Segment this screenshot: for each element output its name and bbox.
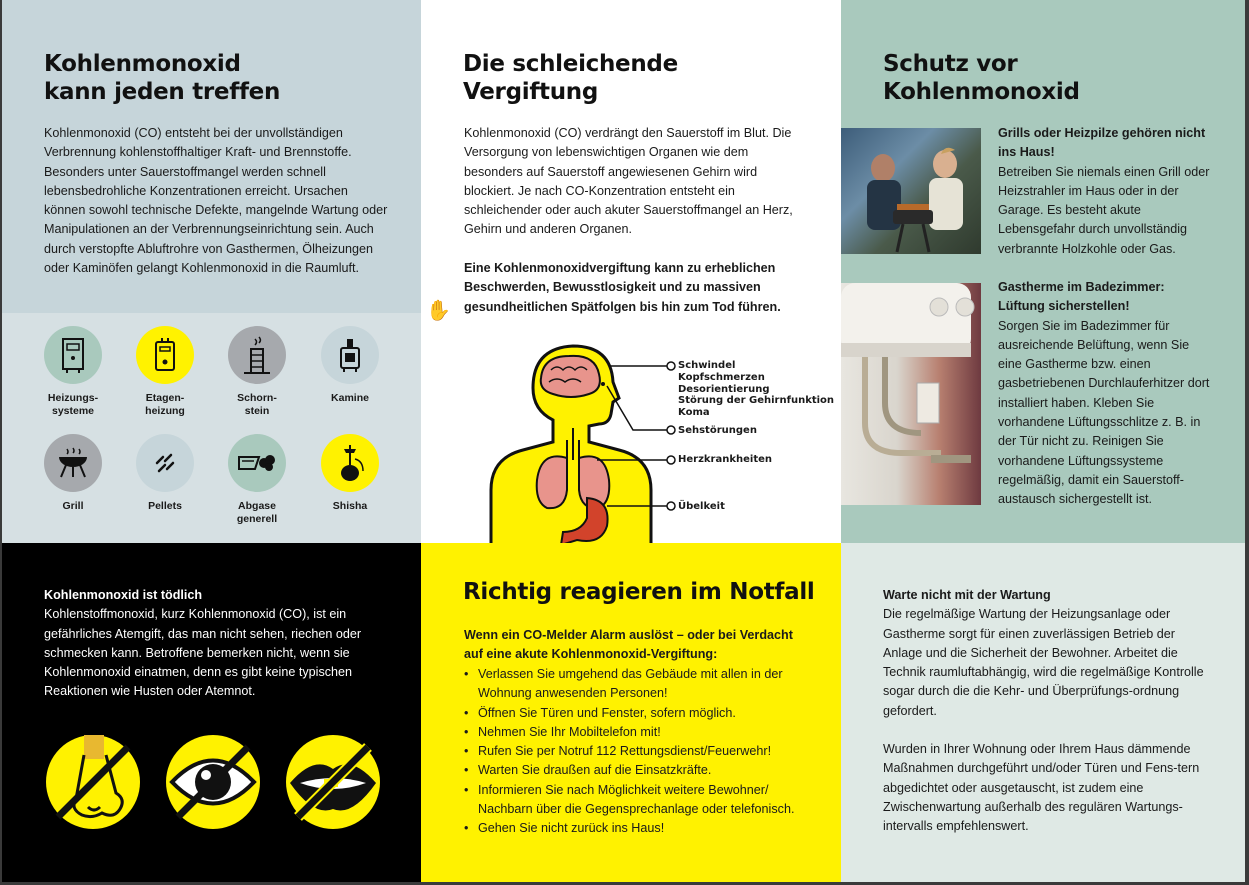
title-line: Vergiftung — [463, 79, 599, 105]
panel-maintenance — [841, 543, 1245, 882]
deadly-title: Kohlenmonoxid ist tödlich — [44, 588, 203, 602]
source-label: Pellets — [148, 500, 182, 512]
maintenance-body-1: Die regelmäßige Wartung der Heizungsanlage oder Gastherme sorgt für einen zuverlässigen Betrieb der Anlage und die Sicherheit der Bewohner. Arbeitet die Technik raumluftabhängig, wird die regelmäßige Kontrolle sogar durch die die Kehr- und Überprüfungs-ordnung gefordert. — [883, 607, 1204, 718]
protection-item2 — [998, 278, 1213, 510]
grill-icon — [44, 434, 102, 492]
protection-item2-title: Gastherme im Badezimmer: Lüftung sicherstellen! — [998, 280, 1165, 314]
source-label: Heizungs- systeme — [47, 392, 99, 417]
source-exhaust — [211, 434, 303, 526]
shisha-icon — [321, 434, 379, 492]
protection-item1 — [998, 124, 1213, 259]
symptom-stomach: Übelkeit — [678, 501, 725, 512]
title-line: Die schleichende — [463, 51, 678, 77]
source-label: Etagen- heizung — [145, 392, 185, 417]
symptom-heart: Herzkrankheiten — [678, 454, 773, 465]
source-label: Abgase generell — [236, 500, 278, 525]
photo-gas-boiler — [841, 283, 981, 505]
emergency-step: • Warten Sie draußen auf die Einsatzkräfte. — [464, 761, 809, 780]
title-line: Kohlenmonoxid — [44, 51, 241, 77]
symptom-text: Desorientierung — [678, 383, 770, 395]
panel-co-everyone — [2, 0, 421, 313]
emergency-step: • Nehmen Sie Ihr Mobiltelefon mit! — [464, 723, 809, 742]
brain-icon — [541, 356, 600, 397]
emergency-step: • Gehen Sie nicht zurück ins Haus! — [464, 819, 809, 838]
source-shisha — [304, 434, 396, 513]
eye-icon — [601, 382, 605, 386]
deadly-text — [44, 586, 389, 702]
no-smell-icon — [44, 733, 142, 831]
source-grill — [27, 434, 119, 513]
symptom-text: Schwindel — [678, 360, 736, 371]
panel-protection — [841, 0, 1245, 543]
emergency-intro: Wenn ein CO-Melder Alarm auslöst – oder bei Verdacht auf eine akute Kohlenmonoxid-Vergiftung: — [464, 628, 793, 662]
panel-creeping-poisoning — [421, 0, 841, 543]
source-label: Shisha — [332, 500, 368, 512]
title-creeping-poisoning — [463, 50, 678, 106]
deadly-body: Kohlenstoffmonoxid, kurz Kohlenmonoxid (CO), ist ein gefährliches Atemgift, das man nicht sehen, riechen oder schmecken kann. Betroffene bemerken nicht, wenn sie Kohlenmonoxid einatmen, denn es gibt keine typischen Reaktionen wie Husten oder Atemnot. — [44, 607, 362, 699]
source-heating — [27, 326, 119, 418]
heating-system-icon — [44, 326, 102, 384]
source-label: Grill — [62, 500, 84, 512]
emergency-step: • Informieren Sie nach Möglichkeit weitere Bewohner/ Nachbarn über die Gegensprechanlage oder telefonisch. — [464, 781, 809, 820]
emergency-step: • Öffnen Sie Türen und Fenster, sofern möglich. — [464, 704, 809, 723]
symptom-text: Störung der Gehirnfunktion — [678, 395, 835, 407]
panel-deadly — [2, 543, 421, 882]
symptom-text: Kopfschmerzen — [678, 371, 765, 383]
title-co-everyone — [44, 50, 280, 106]
maintenance-text — [883, 586, 1208, 721]
title-line: Kohlenmonoxid — [883, 79, 1080, 105]
chimney-icon — [228, 326, 286, 384]
maintenance-title: Warte nicht mit der Wartung — [883, 588, 1051, 602]
floor-heater-icon — [136, 326, 194, 384]
poisoning-warning: Eine Kohlenmonoxidvergiftung kann zu erheblichen Beschwerden, Bewusstlosigkeit und zu massiven gesundheitlichen Spätfolgen bis hin zum Tod führen. — [464, 261, 781, 314]
source-label: Schorn- stein — [237, 392, 277, 417]
symptom-eyes: Sehstörungen — [678, 425, 757, 436]
panel-emergency — [421, 543, 841, 882]
source-label: Kamine — [331, 392, 369, 404]
poisoning-body: Kohlenmonoxid (CO) verdrängt den Sauerstoff im Blut. Die Versorgung von lebenswichtigen Organen wie dem besonders auf Sauerstoff angewiesenen Gehirn wird blockiert. Je nach CO-Konzentration entsteht ein schleichender oder auch akuter Sauerstoffmangel an Herz, Gehirn und anderen Organen. — [464, 126, 793, 237]
symptom-text: Koma — [678, 407, 710, 419]
source-floor-heating — [119, 326, 211, 418]
source-pellets — [119, 434, 211, 513]
protection-item1-title: Grills oder Heizpilze gehören nicht ins Haus! — [998, 126, 1206, 160]
symptom-list-head — [678, 360, 834, 419]
no-taste-icon — [284, 733, 382, 831]
exhaust-icon — [228, 434, 286, 492]
no-see-icon — [164, 733, 262, 831]
source-chimney — [211, 326, 303, 418]
title-emergency: Richtig reagieren im Notfall — [463, 579, 815, 605]
co-everyone-body: Kohlenmonoxid (CO) entsteht bei der unvollständigen Verbrennung kohlenstoffhaltiger Kraft- und Brennstoffe. Besonders unter Sauerstoffmangel werden schnell lebensbedrohliche Konzentrationen erreicht. Ursachen können sowohl technische Defekte, mangelnde Wartung oder Manipulationen an der Verbrennungseinrichtung sein. Auch durch verstopfte Abluftrohre von Gasthermen, Ölheizungen oder Kaminöfen gelangt Kohlenmonoxid in die Raumluft. — [44, 126, 388, 276]
hand-cursor-icon: ✋ — [426, 300, 451, 322]
title-line: kann jeden treffen — [44, 79, 281, 105]
pellets-icon — [136, 434, 194, 492]
emergency-list — [464, 665, 809, 839]
emergency-step: • Verlassen Sie umgehend das Gebäude mit allen in der Wohnung anwesenden Personen! — [464, 665, 809, 704]
protection-item2-body: Sorgen Sie im Badezimmer für ausreichende Belüftung, wenn Sie eine Gastherme bzw. einen gasbetriebenen Durchlauferhitzer dort installiert haben. Kleben Sie vorhandene Lüftungsschlitze z. B. in der Tür nicht zu. Reinigen Sie vorhandene Lüftungssysteme regelmäßig, damit ein Sauerstoff-austausch sichergestellt ist. — [998, 318, 1210, 507]
maintenance-body-2: Wurden in Ihrer Wohnung oder Ihrem Haus dämmende Maßnahmen durchgeführt und/oder Türen und Fens-tern abgedichtet oder ausgetauscht, ist zudem eine Zwischenwartung außerhalb des regulären Wartungs-intervalls empfehlenswert. — [883, 742, 1200, 834]
fireplace-icon — [321, 326, 379, 384]
protection-item1-body: Betreiben Sie niemals einen Grill oder Heizstrahler im Haus oder in der Garage. Es besteht akute Lebensgefahr durch unvollständig verbrannte Holzkohle oder Gas. — [998, 164, 1210, 256]
emergency-step: • Rufen Sie per Notruf 112 Rettungsdienst/Feuerwehr! — [464, 742, 809, 761]
photo-grill-indoor — [841, 128, 981, 254]
source-fireplace — [304, 326, 396, 405]
title-protection — [883, 50, 1080, 106]
title-line: Schutz vor — [883, 51, 1018, 77]
panel-co-sources — [2, 313, 421, 543]
brochure-spread — [2, 0, 1245, 882]
